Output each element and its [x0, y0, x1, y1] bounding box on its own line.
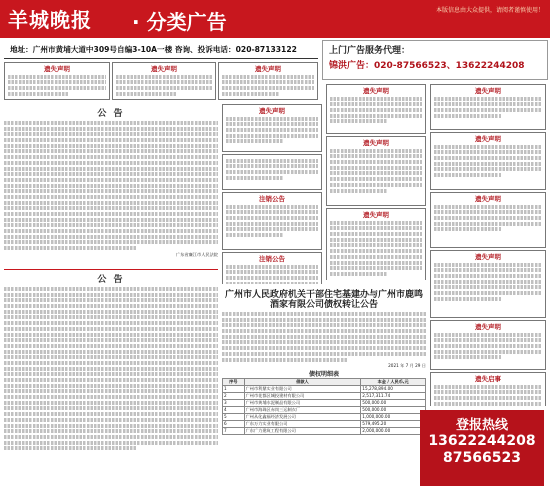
hotline-title: 登报热线: [455, 418, 508, 433]
court-notice-1: [4, 104, 218, 264]
lost-notice-title: 遗失声明: [363, 211, 389, 219]
lost-notice-title: 遗失声明: [151, 65, 177, 73]
table-row: 3 广州市黄埔水泥制品有限公司 500,000.00: [223, 400, 426, 407]
announcement-body: [4, 287, 218, 450]
lost-notice-title: 遗失声明: [44, 65, 70, 73]
lost-notice-card: [430, 192, 546, 248]
text-block: [8, 75, 106, 96]
lost-notice-title: 遗失声明: [475, 135, 501, 143]
creditor-transfer-notice: [222, 288, 426, 486]
agent-phones: 020-87566523、13622244208: [374, 61, 525, 71]
column-header: 借款人: [244, 379, 361, 386]
red-rule: [4, 269, 218, 270]
table-row: 1 广州市利鼎实业有限公司 15,278,894.00: [223, 386, 426, 393]
lost-notice-card: [326, 84, 426, 134]
table-header-row: [223, 379, 426, 386]
creditor-table: [222, 378, 426, 435]
lost-notice-card: [4, 62, 110, 100]
hotline-phone-2[interactable]: 87566523: [443, 450, 521, 466]
table-row: 7 广东广力建筑工程有限公司 2,000,000.00: [223, 428, 426, 435]
deregistration-card: [222, 192, 322, 250]
lost-notice-title: 遗失声明: [259, 107, 285, 115]
table-row: 5 广州从化鑫福经济发展公司 1,000,000.00: [223, 414, 426, 421]
lost-notice-title: 遗失声明: [255, 65, 281, 73]
lost-notice-card: [326, 136, 426, 206]
lost-notice-title: 遗失声明: [475, 253, 501, 261]
lost-notice-card: [222, 154, 322, 190]
office-address: 地址：广州市黄埔大道中309号自编3-10A一楼 咨询、投诉电话：020-87133122: [10, 45, 297, 54]
section-name: 分类广告: [146, 10, 227, 34]
disclaimer-note: [436, 6, 544, 16]
deregistration-title: 注销公告: [259, 255, 285, 263]
creditor-notice-body: [222, 312, 426, 362]
hotline-phone-1[interactable]: 13622244208: [428, 433, 536, 449]
lost-notice-card: [430, 132, 546, 190]
column-header: 本金 / 人民币,元: [361, 379, 426, 386]
lost-notice-title: 遗失启事: [475, 375, 501, 383]
newspaper-logo: [8, 4, 92, 33]
disclaimer-line-1: 本版信息由大众提供，请阅者谨慎使用！: [435, 7, 544, 14]
masthead-banner: [0, 0, 550, 38]
brand-name: 羊城晚报: [8, 8, 92, 32]
table-row: 4 广州市海珠区赤岗三运制衣厂 500,000.00: [223, 407, 426, 414]
table-caption: 债权明细表: [308, 371, 339, 379]
col2-small-ads: [112, 62, 216, 102]
lost-notice-card: [218, 62, 318, 100]
lost-notice-card: [430, 84, 546, 130]
col3-small-ads: [218, 62, 318, 102]
deregistration-card: [222, 252, 322, 284]
column-five: [430, 84, 546, 406]
lost-notice-card: [326, 208, 426, 280]
col1-small-ads: [4, 62, 110, 102]
agent-name: 锦洪广告: [329, 61, 366, 71]
section-title: [132, 6, 227, 35]
column-header: 序号: [223, 379, 245, 386]
notice-date: 2021 年 7 月 29 日: [388, 363, 426, 369]
lost-notice-card: [430, 250, 546, 318]
top-divider: [4, 58, 318, 59]
table-row: 6 广东万力实业有限公司 579,495.20: [223, 421, 426, 428]
announcement-body: [4, 121, 218, 250]
court-notice-2: [4, 268, 218, 486]
lost-notice-card: [430, 320, 546, 370]
lost-notice-card: [112, 62, 216, 100]
section-separator: ·: [132, 10, 140, 34]
middle-ads-column: [222, 104, 322, 284]
lost-notice-title: 遗失声明: [363, 139, 389, 147]
announcement-heading: 公 告: [97, 109, 125, 119]
court-signature: 广东省廉江市人民法院: [176, 251, 218, 257]
table-row: 2 广州市花都区城投建材有限公司 2,517,311.74: [223, 393, 426, 400]
lost-notice-title: 遗失声明: [475, 195, 501, 203]
deregistration-title: 注销公告: [259, 195, 285, 203]
creditor-notice-title: 广州市人民政府机关干部住宅基建办与广州市鹿鸣酒家有限公司债权转让公告: [224, 290, 423, 310]
agent-detail: 锦洪广告：020-87566523、13622244208: [329, 61, 525, 71]
agent-box: [322, 40, 548, 80]
announcement-heading: 公 告: [97, 275, 125, 285]
column-four: [326, 84, 426, 280]
lost-notice-card: [222, 104, 322, 152]
agent-title: 上门广告服务代理：: [329, 46, 411, 56]
lost-notice-title: 遗失声明: [363, 87, 389, 95]
lost-notice-card: [430, 372, 546, 406]
lost-notice-title: 遗失声明: [475, 323, 501, 331]
hotline-box: [420, 410, 544, 486]
lost-notice-title: 遗失声明: [475, 87, 501, 95]
